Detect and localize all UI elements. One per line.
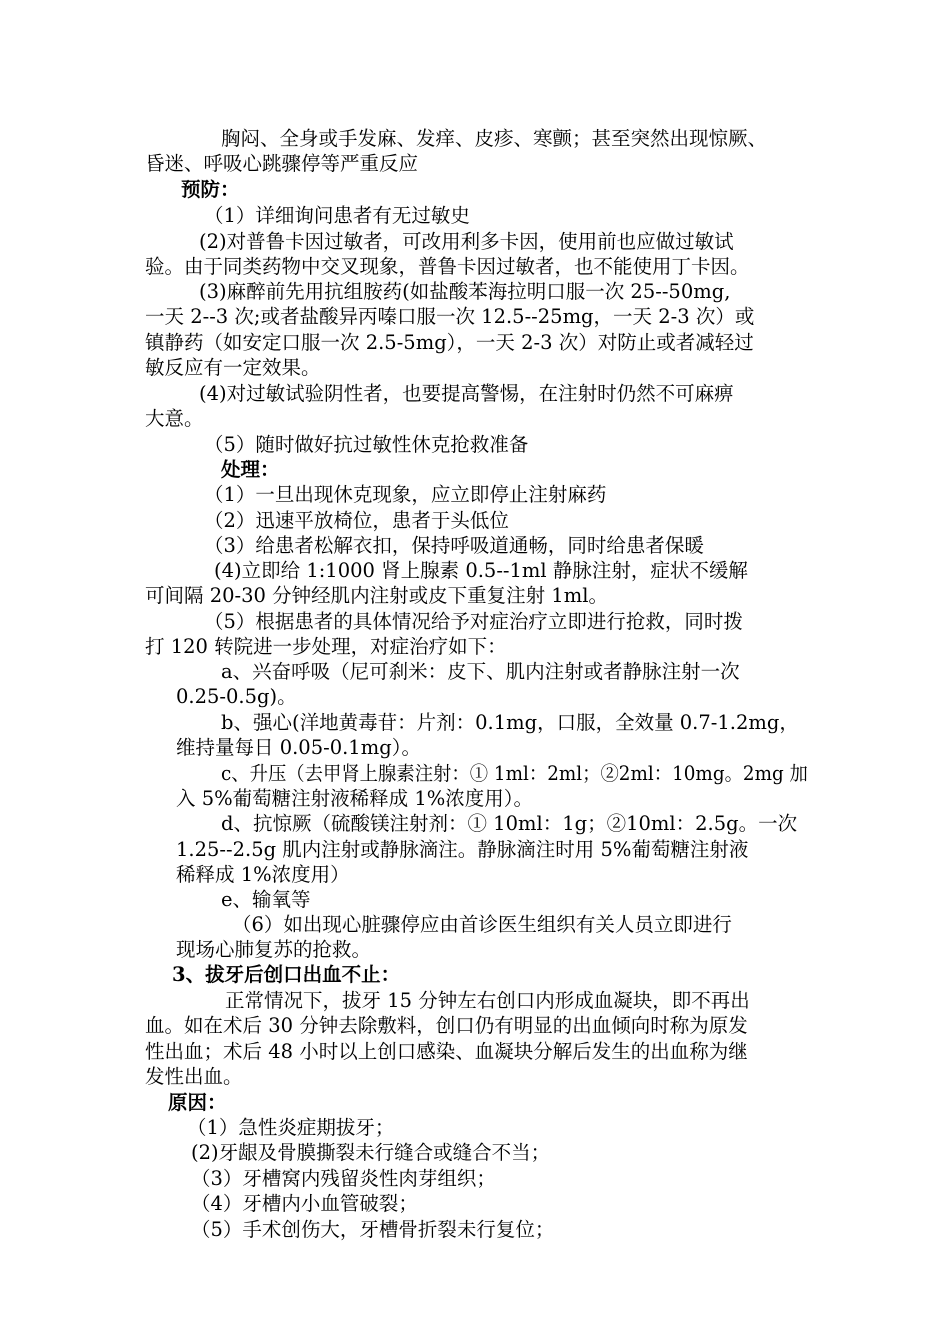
list-item: （5）根据患者的具体情况给予对症治疗立即进行抢救，同时拨 — [204, 610, 743, 633]
text-line: 胸闷、全身或手发麻、发痒、皮疹、寒颤；甚至突然出现惊厥、 — [221, 127, 768, 150]
text-line: 大意。 — [145, 407, 204, 430]
text-line: 维持量每日 0.05-0.1mg）。 — [176, 736, 421, 759]
list-item: （5）手术创伤大，牙槽骨折裂未行复位； — [191, 1218, 555, 1241]
list-item: d、抗惊厥（硫酸镁注射剂：① 10ml：1g；②10ml：2.5g。一次 — [221, 812, 798, 835]
text-line: 可间隔 20-30 分钟经肌内注射或皮下重复注射 1ml。 — [145, 584, 608, 607]
text-line: 打 120 转院进一步处理，对症治疗如下： — [145, 635, 507, 658]
section-heading: 3、拔牙后创口出血不止： — [172, 963, 401, 986]
text-line: 发性出血。 — [145, 1065, 243, 1088]
text-line: 1.25--2.5g 肌内注射或静脉滴注。静脉滴注时用 5%葡萄糖注射液 — [176, 838, 749, 861]
list-item: （3）给患者松解衣扣，保持呼吸道通畅，同时给患者保暖 — [204, 534, 704, 557]
list-item: （4）牙槽内小血管破裂； — [191, 1192, 418, 1215]
list-item: （2）迅速平放椅位，患者于头低位 — [204, 509, 509, 532]
text-line: 性出血；术后 48 小时以上创口感染、血凝块分解后发生的出血称为继 — [145, 1040, 748, 1063]
list-item: (2)对普鲁卡因过敏者，可改用利多卡因，使用前也应做过敏试 — [199, 230, 734, 253]
list-item: b、强心(洋地黄毒苷：片剂：0.1mg，口服，全效量 0.7-1.2mg， — [221, 711, 799, 734]
list-item: (4)立即给 1:1000 肾上腺素 0.5--1ml 静脉注射，症状不缓解 — [214, 559, 748, 582]
list-item: （5）随时做好抗过敏性休克抢救准备 — [204, 433, 529, 456]
list-item: （3）牙槽窝内残留炎性肉芽组织； — [191, 1167, 496, 1190]
text-line: 0.25-0.5g)。 — [176, 685, 297, 708]
text-line: 正常情况下，拔牙 15 分钟左右创口内形成血凝块，即不再出 — [225, 989, 750, 1012]
list-item: （6）如出现心脏骤停应由首诊医生组织有关人员立即进行 — [232, 913, 732, 936]
text-line: 昏迷、呼吸心跳骤停等严重反应 — [145, 152, 419, 175]
list-item: a、兴奋呼吸（尼可刹米：皮下、肌内注射或者静脉注射一次 — [221, 660, 740, 683]
text-line: 敏反应有一定效果。 — [145, 356, 321, 379]
section-heading: 预防： — [181, 178, 240, 201]
text-line: 验。由于同类药物中交叉现象，普鲁卡因过敏者，也不能使用丁卡因。 — [145, 255, 750, 278]
list-item: （1）急性炎症期拔牙； — [187, 1116, 395, 1139]
text-line: 一天 2--3 次;或者盐酸异丙嗪口服一次 12.5--25mg，一天 2-3 次）或 — [145, 305, 755, 328]
text-line: 入 5%葡萄糖注射液稀释成 1%浓度用）。 — [176, 787, 534, 810]
text-line: 镇静药（如安定口服一次 2.5-5mg），一天 2-3 次）对防止或者减轻过 — [145, 331, 754, 354]
text-line: 稀释成 1%浓度用） — [176, 863, 350, 886]
text-line: 现场心肺复苏的抢救。 — [176, 938, 372, 961]
list-item: (2)牙龈及骨膜撕裂未行缝合或缝合不当； — [191, 1141, 551, 1164]
list-item: e、输氧等 — [221, 888, 311, 911]
section-heading: 原因： — [168, 1091, 227, 1114]
section-heading: 处理： — [221, 458, 280, 481]
list-item: （1）详细询问患者有无过敏史 — [204, 204, 470, 227]
text-line: 血。如在术后 30 分钟去除敷料，创口仍有明显的出血倾向时称为原发 — [145, 1014, 748, 1037]
list-item: (4)对过敏试验阴性者，也要提高警惕，在注射时仍然不可麻痹 — [199, 382, 734, 405]
list-item: (3)麻醉前先用抗组胺药(如盐酸苯海拉明口服一次 25--50mg, — [199, 280, 731, 303]
list-item: （1）一旦出现休克现象，应立即停止注射麻药 — [204, 483, 607, 506]
list-item: c、升压（去甲肾上腺素注射：① 1ml：2ml；②2ml：10mg。2mg 加 — [221, 762, 808, 785]
